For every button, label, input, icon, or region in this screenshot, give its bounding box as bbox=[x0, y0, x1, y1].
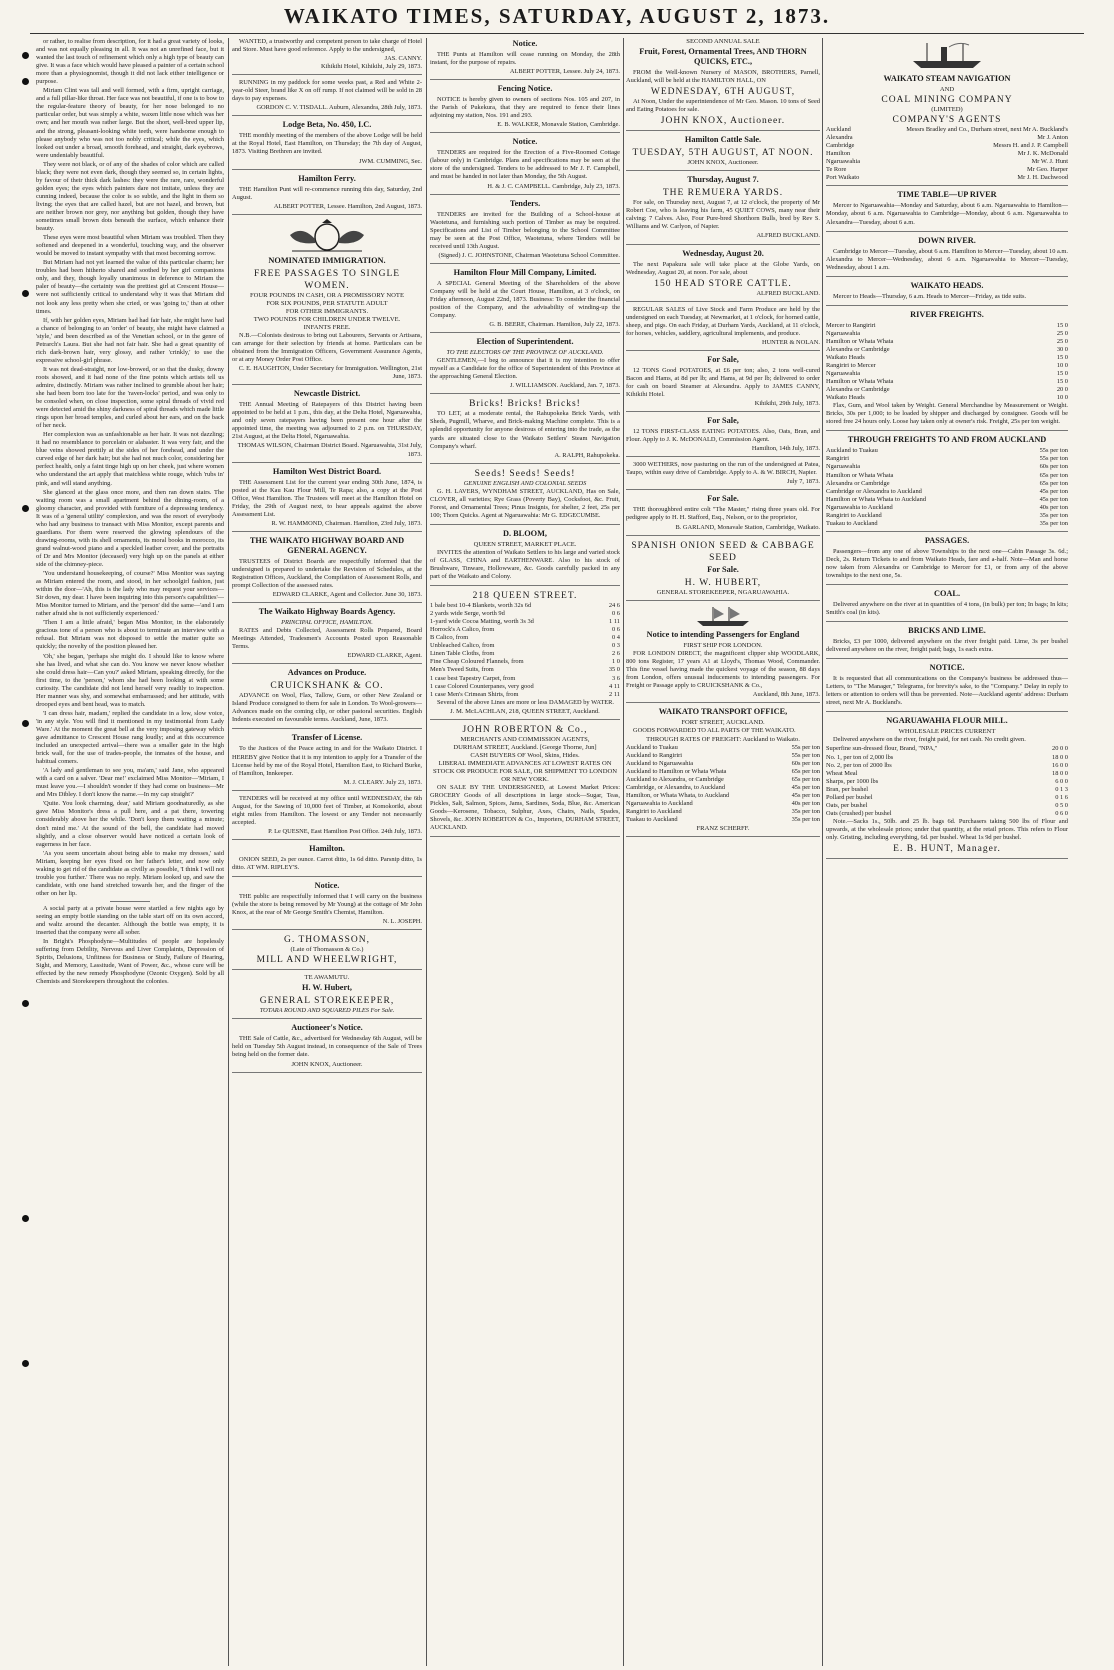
price-list-row-value: 24 6 bbox=[608, 602, 620, 610]
through-freight-row-value: 40s per ton bbox=[1039, 503, 1068, 511]
freight-rate-row-value: 65s per ton bbox=[791, 776, 820, 784]
agent-row bbox=[826, 134, 1068, 142]
mill-price-row bbox=[826, 778, 1068, 786]
freight-rate-row-value: 45s per ton bbox=[791, 792, 820, 800]
price-list-row bbox=[430, 602, 620, 610]
freight-rate-row-label: Tuakau to Auckland bbox=[626, 816, 678, 824]
price-list-row bbox=[430, 666, 620, 674]
price-list-row-value: 1 11 bbox=[609, 618, 620, 626]
agent-row-label: Cambridge bbox=[826, 142, 855, 150]
freight-rate-row-label: Rangiriri to Auckland bbox=[626, 808, 682, 816]
ad-newcastle: Newcastle District. THE Annual Meeting of Ratepayers of this District having been appointed to be held at 1 p.m., this day, at the Delta Hotel, Ngaruawahia, and only seven ratepayers having been present one hour after the appointed time, the meeting was adjourned to 2 p.m. on THURSDAY, 21st August, at the Delta Hotel, Ngaruawahia. THOMAS WILSON, Chairman District Board. Ngaruawahia, 31st July, 1873. bbox=[232, 389, 422, 462]
ad-for-sale-master: For Sale. THE thoroughbred entire colt "The Master," rising three years old. For pedigree apply to H. H. Stafford, Esq., Nelson, or to the proprietor, B. GARLAND, Monavale Station, Cambridge, Waikato. bbox=[626, 494, 820, 535]
river-freight-row-value: 15 0 bbox=[1056, 370, 1068, 378]
ad-hamilton-west: Hamilton West District Board. THE Assessment List for the current year ending 30th June, 1874, is posted at the Kau Kau Flour Mill, Te Rapa; also, a copy at the Post Office, West Hamilton. The Trustees will meet at the Hamilton Hotel on Friday, the 29th of August next, to hear appeals against the above Assessment List. R. W. HAMMOND, Chairman. Hamilton, 23rd July, 1873. bbox=[232, 467, 422, 532]
freight-rate-row-label: Ngaruawahia to Auckland bbox=[626, 800, 693, 808]
price-list-row-label: 1 bale best 10-4 Blankets, worth 32s 6d bbox=[430, 602, 532, 610]
story-paragraph: She glanced at the glass once more, and then ran down stairs. The waiting room was a small apartment behind the dining-room, of a gloomy character, and provided with furniture of a depressing tendency. It was of a 'general utility' complexion, and was the resort of everybody who had any business to transact with Miss Monitor, except parents and guardians. For them were reserved the glowing splendours of the drawing-rooms, with its shell ornaments, its moral books in morocco, its grand walnut-wood piano and a speckled leather cover, and the portraits of Dr and Mrs Monitor (deceased) very high up on the panels at either side of the chimney-piece. bbox=[36, 488, 224, 568]
ad-lodge: Lodge Beta, No. 450, I.C. THE monthly meeting of the members of the above Lodge will be held at the Royal Hotel, East Hamilton, on Thursday; the 7th day of August, 1873. Visiting Brethren are invited. JWM. CUMMING, Sec. bbox=[232, 120, 422, 169]
story-paragraph: 'A lady and gentleman to see you, ma'am,' said Jane, who appeared with a card on a salver. 'Dear me!' exclaimed Miss Monitor—'Miriam, I must leave you.—I shouldn't wonder if they had come on business—Mr and Mrs Dibley. I don't know the name.—In my cap straight?' bbox=[36, 767, 224, 799]
story-paragraph: If, with her golden eyes, Miriam had had fair hair, she might have had a chance of belonging to an 'order' of beauty, she might have claimed a 'style,' and been described as of the Venetian school, or in the genre of Petrarch's Laura. But she had not fair hair. She had a great quantity of rich dark-brown hair, very glossy, and rather 'crinkly,' to use the expressive school-girl phrase. bbox=[36, 316, 224, 364]
freight-rate-row-value: 35s per ton bbox=[791, 808, 820, 816]
ad-running: RUNNING in my paddock for some weeks past, a Red and White 2-year-old Steer, brand like X on off rump. If not claimed will be sold in 28 days to pay expenses. GORDON C. V. TISDALL. Auburn, Alexandra, 28th July, 1873. bbox=[232, 79, 422, 116]
mill-price-row bbox=[826, 745, 1068, 753]
ad-flour-mill-prices: NGARUAWAHIA FLOUR MILL. WHOLESALE PRICES CURRENT Delivered anywhere on the river, freight paid, for net cash. No credit given. Superfine sun-dressed flour, Brand, "NPA," 20 0 0 No. 1, per ton of 2,000 lbs 18 0 0 No. 2, per ton of 2000 lbs 16 0 0 Wheat Meal 18 0 0 Sharps, per 1000 lbs 6 0 0 Bran, per bushel 0 1 3 Pollard per bushel 0 1 6 Oats, per bushel 0 5 0 Oats (crushed) per bushel 0 6 0 Note.—Sacks 1s., 50lb. and 25 lb. bags 6d. Purchasers taking 500 lbs of Flour and upwards, at the wholesale prices; under that quantity, at the retail prices. This refers to Flour only. Gristing, including everything, 6d. per bushel. Wheat 1s 9d per bushel. E. B. HUNT, Manager. bbox=[826, 716, 1068, 859]
ad-through-freights: THROUGH FREIGHTS TO AND FROM AUCKLAND Auckland to Tuakau 55s per ton Rangiriri 55s per ton Ngaruawahia 60s per ton Hamilton or Whata Whata 65s per ton Alexandra or Cambridge 65s per ton Cambridge or Alexandra to Auckland 45s per ton Hamilton or Whata Whata to Auckland 45s per ton Ngaruawahia to Auckland 40s per ton Rangiriri to Auckland 35s per ton Tuakau to Auckland 35s per ton bbox=[826, 435, 1068, 531]
story-paragraph: But Miriam had not yet learned the value of this particular charm; her troubles had been hitherto shared and soothed by her girl companions only, and they, though loyally unanimous in deference to Miriam the paler of beauty—the certainty was the prettiest girl at Crescent House—were not sufficiently critical to understand why it was that Miriam did not look any less pretty when she cried, or was 'going to,' than at other times. bbox=[36, 259, 224, 315]
river-freight-row-label: Hamilton or Whata Whata bbox=[826, 378, 894, 386]
story-paragraph: 'I can dress hair, madam,' replied the candidate in a low, slow voice, 'in any style. You will find it mentioned in my testimonial from Lady Ware.' At the moment the great bell at the very imposing gateway which gave admittance to Crescent House rang loudly; and at this occurrence included an unexpected arrival—there was a smaller gate in the high brick wall, for the use of trades-people, the inmates of the house, and habitual comers. bbox=[36, 709, 224, 766]
story-paragraph: It was not dead-straight, nor low-browed, or so that the dusky, downy roots showed, and it had none of the fine points which artists tell us admire, distinctly. Miriam was rather inclined to grumble about her hair; she had been born too late for the 'raven-locks' period, and was only to be consoled when, on close inspection, some spiral threads of vivid red were detected amid the shiny darkness of spiral threads which made little rings upon her broad temples, and curled about her ears, and on the back of her neck. bbox=[36, 365, 224, 430]
agent-row bbox=[826, 166, 1068, 174]
agent-row-label: Auckland bbox=[826, 126, 851, 134]
through-freight-row-label: Rangiriri bbox=[826, 455, 850, 463]
freight-rate-row bbox=[626, 752, 820, 760]
river-freight-row-value: 15 0 bbox=[1056, 321, 1068, 329]
ship-icon bbox=[693, 605, 753, 627]
price-list-row-label: 1 case Colored Counterpanes, very good bbox=[430, 682, 534, 690]
ad-notice-room: Notice. TENDERS are required for the Erection of a Five-Roomed Cottage (labour only) in Cambridge. Plans and specifications may be seen at the store of the undersigned. Tenders to be addressed to Mr J. F. Campbell, and must be handed in not later than Monday, the 5th August. H. & J. C. CAMPBELL. Cambridge, July 23, 1873. bbox=[430, 137, 620, 194]
story-paragraph: These eyes were most beautiful when Miriam was troubled. Then they softened and deepened in a wonderful, touching way, and the observer would be moved to instant sympathy with that most becoming sorrow. bbox=[36, 234, 224, 258]
mill-price-row-label: Pollard per bushel bbox=[826, 793, 873, 801]
binding-hole bbox=[22, 1000, 29, 1007]
ad-remuera-yards: Thursday, August 7. THE REMUERA YARDS. For sale, on Thursday next, August 7, at 12 o'clock, the property of Mr Robert Coe, who is leaving his farm, 45 QUIET COWS, many near their calving; 7 Calves. Also, Four Pure-bred Shorthorn Bulls, bred by Rev S. Williams and W. Carlyon, of Napier. ALFRED BUCKLAND. bbox=[626, 175, 820, 244]
price-list-row-value: 0 6 bbox=[612, 610, 620, 618]
ad-for-sale-potatoes: For Sale, 12 TONS Good POTATOES, at £6 per ton; also, 2 tons well-cured Bacon and Hams, at 8d per lb; and Hams, at 9d per lb; delivered to order for cash on board Steamer at Alexandra. Apply to JAMES CANNY, Kihikihi Hotel. Kihikihi, 29th July, 1873. bbox=[626, 355, 820, 412]
binding-hole bbox=[22, 290, 29, 297]
price-list-row-label: 1 case best Tapestry Carpet, from bbox=[430, 674, 516, 682]
ad-transport-office: WAIKATO TRANSPORT OFFICE, FORT STREET, AUCKLAND. GOODS FORWARDED TO ALL PARTS OF THE WAIKATO. THROUGH RATES OF FREIGHT: Auckland to Waikato. Auckland to Tuakau 55s per ton Auckland to Rangiriri 55s per ton Auckland to Ngaruawahia 60s per ton Auckland to Hamilton or Whata Whata 65s per ton Auckland to Alexandra, or Cambridge 65s per ton Cambridge, or Alexandra, to Auckland 45s per ton Hamilton, or Whata Whata, to Auckland 45s per ton Ngaruawahia to Auckland 40s per ton Rangiriri to Auckland 35s per ton Tuakau to Auckland 35s per ton FRANZ SCHERFF. bbox=[626, 707, 820, 837]
ad-coal: COAL. Delivered anywhere on the river at in quantities of 4 tons, (in bulk) per ton; In bags; In kits; Smith's coal (in kits). bbox=[826, 589, 1068, 622]
mill-price-row-value: 6 0 0 bbox=[1055, 777, 1068, 785]
through-freight-row-label: Ngaruawahia bbox=[826, 463, 861, 471]
masthead-rule bbox=[30, 33, 1084, 34]
ad-steam-navigation: WAIKATO STEAM NAVIGATION AND COAL MINING COMPANY (LIMITED) COMPANY'S AGENTS Auckland Messrs Bradley and Co., Durham street, next Mr A. Buckland's Alexandra Mr J. Anton Cambridge Messrs H. and J. P. Campbell Hamilton Mr J. K. McDonald Ngaruawahia Mr W. J. Hunt Te Rore Mr Geo. Harper Port Waikato Mr J. H. Dachwood bbox=[826, 74, 1068, 186]
through-freight-row bbox=[826, 512, 1068, 520]
agent-row-label: Alexandra bbox=[826, 134, 853, 142]
ad-license: Transfer of License. To the Justices of the Peace acting in and for the Waikato District. I HEREBY give Notice that it is my intention to apply for a Transfer of the License held by me of the Royal Hotel, Hamilton East, to Richard Burke, of Hamilton, Innkeeper. M. J. CLEARY. July 23, 1873. bbox=[232, 733, 422, 790]
agent-row-value: Messrs H. and J. P. Campbell bbox=[993, 142, 1068, 150]
mill-price-row-value: 18 0 0 bbox=[1052, 753, 1068, 761]
royal-crest-icon bbox=[282, 219, 372, 253]
ad-spanish-onion: SPANISH ONION SEED & CABBAGE SEED For Sale. H. W. HUBERT, GENERAL STOREKEEPER, NGARUAWAHIA. bbox=[626, 540, 820, 601]
river-freight-row-label: Mercer to Rangiriri bbox=[826, 321, 876, 329]
river-freight-row-label: Hamilton or Whata Whata bbox=[826, 337, 894, 345]
story-paragraph: 'You understand housekeeping, of course?' Miss Monitor was saying as Miriam entered the room, and stood, in her schoolgirl fashion, just within the door—'Ah, this is the lady who may request your services—Sir down, my dear. I have been inquiring into this person's capabilities'—Miss Monitor turned to Miriam, and the 'person' did the same—'and I am rather afraid she is not sufficiently experienced.' bbox=[36, 570, 224, 618]
freight-rate-row-value: 60s per ton bbox=[791, 760, 820, 768]
price-list-row-label: Unbleached Calico, from bbox=[430, 642, 495, 650]
ad-auctioneer: Auctioneer's Notice. THE Sale of Cattle, &c., advertised for Wednesday 6th August, will be held on Tuesday 5th August instead, in consequence of the Sale of Trees being held on the former date. JOHN KNOX, Auctioneer. bbox=[232, 1023, 422, 1072]
price-list-row-value: 1 0 bbox=[612, 658, 620, 666]
ad-advances: Advances on Produce. CRUICKSHANK & CO. ADVANCE on Wool, Flax, Tallow, Gum, or other New Zealand or Island Produce consigned to them for sale in London. To Wool-growers—Advances made on the coming clip, or other pastoral securities. English Indents executed on favourable terms. Auckland, June, 1873. bbox=[232, 668, 422, 729]
through-freight-row-label: Tuakau to Auckland bbox=[826, 519, 878, 527]
price-list-row bbox=[430, 650, 620, 658]
price-list-row-value: 3 6 bbox=[612, 674, 620, 682]
freight-rate-row bbox=[626, 784, 820, 792]
ad-fruit-trees: SECOND ANNUAL SALE Fruit, Forest, Ornamental Trees, AND THORN QUICKS, ETC., FROM the Well-known Nursery of MASON, BROTHERS, Parnell, Auckland, will be held at the HAMILTON HALL, ON WEDNESDAY, 6TH AUGUST, At Noon, Under the superintendence of Mr Geo. Mason. 10 tons of Seed and Eating Potatoes for sale. JOHN KNOX, Auctioneer. bbox=[626, 38, 820, 131]
through-freight-row bbox=[826, 504, 1068, 512]
story-paragraph: 'As you seem uncertain about being able to make my dresses,' said Miriam, keeping her eyes fixed on her father's letter, and now only waking to get rid of the candidate as civilly as possible, 'I think I will not trouble you further.' There was no reply. Miriam looked up, and saw the candidate, with one hand stretched towards her, and the finger of the other on her lip. bbox=[36, 849, 224, 897]
through-freight-row-value: 65s per ton bbox=[1039, 471, 1068, 479]
river-freight-row bbox=[826, 370, 1068, 378]
column-two bbox=[232, 38, 422, 1666]
price-list-row-value: 0 6 bbox=[612, 626, 620, 634]
through-freight-row bbox=[826, 520, 1068, 528]
story-paragraph: 'Then I am a little afraid,' began Miss Monitor, in the elaborately gracious tone of a person who is about to terminate an interview with a refusal. But Miriam was not disposed to settle the matter quite so quickly; the novelty of the position pleased her. bbox=[36, 619, 224, 651]
river-freight-row bbox=[826, 322, 1068, 330]
river-freight-row bbox=[826, 330, 1068, 338]
ad-waikato-heads: WAIKATO HEADS. Mercer to Heads—Thursday, 6 a.m. Heads to Mercer—Friday, as tide suits. bbox=[826, 281, 1068, 306]
story-paragraph: Miriam Clint was tall and well formed, with a firm, upright carriage, and a full pillar-like throat. Her face was not beautiful, if one is to bow to the regular-feature theory of beauty, for her nose belonged to no particular order, but was simply a white, waxen little nose which was her own; and her mouth was rather large. But the short, well-bred upper lip, and the strong, pleasant-looking white teeth, were handsome enough to please anybody who was not too nobly critical; while the eyes, which looked out under a broad, smooth forehead, and straight, dark eyebrows, were undeniably beautiful. bbox=[36, 87, 224, 159]
freight-rate-row bbox=[626, 792, 820, 800]
mill-price-row bbox=[826, 786, 1068, 794]
freight-rate-row bbox=[626, 760, 820, 768]
through-freight-row-value: 65s per ton bbox=[1039, 479, 1068, 487]
ad-timetable-up: TIME TABLE—UP RIVER Mercer to Ngaruawahia—Monday and Saturday, about 6 a.m. Ngaruawahia to Hamilton—Monday, about 6 a.m. Ngaruawahia to Cambridge—Monday, about 6 a.m. Ngaruawahia to Alexandra—Tuesday, about 6 a.m. bbox=[826, 190, 1068, 231]
ad-regular-sales: REGULAR SALES of Live Stock and Farm Produce are held by the undersigned on each Tuesday, at Newmarket, at 1 o'clock, for horned cattle, sheep, and pigs. On each Friday, at Durham Yards, Auckland, at 11 o'clock, for horses, vehicles, saddlery, agricultural implements, and produce. HUNTER & NOLAN. bbox=[626, 306, 820, 351]
price-list-row-label: 1 case Men's Crimean Shirts, from bbox=[430, 690, 519, 698]
mill-price-row bbox=[826, 770, 1068, 778]
mill-price-row-value: 16 0 0 bbox=[1052, 761, 1068, 769]
freight-rate-row-label: Auckland to Tuakau bbox=[626, 744, 678, 752]
price-list-row bbox=[430, 634, 620, 642]
river-freight-row-label: Ngaruawahia bbox=[826, 329, 861, 337]
freight-rate-row-value: 55s per ton bbox=[791, 744, 820, 752]
through-freight-row bbox=[826, 488, 1068, 496]
river-freight-row-label: Waikato Heads bbox=[826, 353, 865, 361]
freight-rate-row-label: Auckland to Alexandra, or Cambridge bbox=[626, 776, 724, 784]
ad-cattle-sale: Hamilton Cattle Sale. TUESDAY, 5TH AUGUST, AT NOON. JOHN KNOX, Auctioneer. bbox=[626, 135, 820, 171]
river-freight-row-label: Rangiriri to Mercer bbox=[826, 361, 876, 369]
ad-ferry: Hamilton Ferry. THE Hamilton Punt will re-commence running this day, Saturday, 2nd August. ALBERT POTTER, Lessee. Hamilton, 2nd August, 1873. bbox=[232, 174, 422, 215]
through-freight-row-label: Hamilton or Whata Whata bbox=[826, 471, 894, 479]
ad-bloom: D. BLOOM, QUEEN STREET, MARKET PLACE. INVITES the attention of Waikato Settlers to his large and varied stock of GLASS, CHINA and EARTHENWARE. Also to his stock of Brushware, Tinware, Hollowware, &c. Goods carefully packed in any part of the Waikato and Colony. bbox=[430, 529, 620, 586]
agent-row-value: Messrs Bradley and Co., Durham street, next Mr A. Buckland's bbox=[906, 126, 1068, 134]
price-list-row-value: 2 6 bbox=[612, 650, 620, 658]
river-freight-row bbox=[826, 378, 1068, 386]
freight-rate-row-value: 40s per ton bbox=[791, 800, 820, 808]
agent-row bbox=[826, 174, 1068, 182]
mill-price-row-value: 0 1 3 bbox=[1055, 785, 1068, 793]
price-list-row-label: 2 yards wide Serge, worth 9d bbox=[430, 610, 505, 618]
ad-bricks-lime: BRICKS AND LIME. Bricks, £3 per 1000, delivered anywhere on the river freight paid. Lime, 3s per bushel delivered anywhere on the river, freight paid; bags, 1s each extra. bbox=[826, 626, 1068, 659]
ad-election: Election of Superintendent. TO THE ELECTORS OF THE PROVINCE OF AUCKLAND. GENTLEMEN,—I beg to announce that it is my intention to offer myself as a Candidate for the office of Superintendent of this Province at the approaching General Election. J. WILLIAMSON. Auckland, Jan. 7, 1873. bbox=[430, 337, 620, 394]
price-list-row-label: 1-yard wide Cocoa Matting, worth 3s 3d bbox=[430, 618, 534, 626]
through-freight-row-label: Cambridge or Alexandra to Auckland bbox=[826, 487, 922, 495]
through-freight-row bbox=[826, 472, 1068, 480]
agent-row-value: Mr J. H. Dachwood bbox=[1017, 174, 1068, 182]
ad-tenders-school: Tenders. TENDERS are invited for the Building of a School-house at Waotetuna, and furnishing such portion of Timber as may be required. Specifications and List of Timber belonging to the School Committee may be seen at the Post Office, Waotetuna, where Tenders will be received until 13th August. (Signed) J. C. JOHNSTONE, Chairman Waotetuna School Committee. bbox=[430, 199, 620, 264]
agent-row-value: Mr J. Anton bbox=[1037, 134, 1068, 142]
column-four bbox=[626, 38, 820, 1666]
mill-price-row-label: No. 1, per ton of 2,000 lbs bbox=[826, 753, 894, 761]
mill-price-row-value: 20 0 0 bbox=[1052, 745, 1068, 753]
binding-hole bbox=[22, 505, 29, 512]
ad-highway-agency: The Waikato Highway Boards Agency. PRINCIPAL OFFICE, HAMILTON. RATES and Debts Collected, Assessment Rolls Prepared, Board Meetings Attended, Tradesmen's Accounts Posted upon Reasonable Terms. EDWARD CLARKE, Agent. bbox=[232, 607, 422, 664]
freight-rate-row bbox=[626, 800, 820, 808]
story-paragraph: A social party at a private house were startled a few nights ago by seeing an empty bottle standing on the table start off on its own accord, and waltz around the decanter. Although the bottle was empty, it is inserted that the company were all sober. bbox=[36, 904, 224, 937]
freight-rate-row-value: 55s per ton bbox=[791, 752, 820, 760]
ad-notice-punts: Notice. THE Punts at Hamilton will cease running on Monday, the 28th instant, for the purpose of repairs. ALBERT POTTER, Lessee. July 24, 1873. bbox=[430, 39, 620, 80]
column-five bbox=[826, 38, 1068, 1666]
through-freight-row-value: 35s per ton bbox=[1039, 519, 1068, 527]
freight-rate-row-label: Cambridge, or Alexandra, to Auckland bbox=[626, 784, 726, 792]
mill-price-row-value: 0 6 0 bbox=[1055, 809, 1068, 817]
through-freight-row-value: 45s per ton bbox=[1039, 487, 1068, 495]
river-freight-row-value: 15 0 bbox=[1056, 353, 1068, 361]
mill-price-row bbox=[826, 810, 1068, 818]
mill-price-row-label: Sharps, per 1000 lbs bbox=[826, 777, 879, 785]
mill-price-row bbox=[826, 754, 1068, 762]
river-freight-row bbox=[826, 362, 1068, 370]
through-freight-row-value: 45s per ton bbox=[1039, 495, 1068, 503]
price-list-row-label: Fine Cheap Coloured Flannels, from bbox=[430, 658, 524, 666]
through-freight-row bbox=[826, 480, 1068, 488]
freight-rate-row-label: Auckland to Ngaruawahia bbox=[626, 760, 694, 768]
steamer-icon bbox=[907, 41, 987, 71]
mill-price-row-label: No. 2, per ton of 2000 lbs bbox=[826, 761, 892, 769]
through-freight-row bbox=[826, 463, 1068, 471]
river-freight-row-value: 25 0 bbox=[1056, 329, 1068, 337]
mill-price-row bbox=[826, 762, 1068, 770]
river-freight-row-value: 10 0 bbox=[1056, 361, 1068, 369]
through-freight-row-value: 35s per ton bbox=[1039, 511, 1068, 519]
freight-rate-row bbox=[626, 816, 820, 824]
river-freight-row bbox=[826, 394, 1068, 402]
price-list-row bbox=[430, 610, 620, 618]
freight-rate-row bbox=[626, 808, 820, 816]
price-list-row bbox=[430, 626, 620, 634]
ad-wednesday-aug20: Wednesday, August 20. The next Papakura sale will take place at the Globe Yards, on Wednesday, August 20, at noon. For sale, about 150 HEAD STORE CATTLE. ALFRED BUCKLAND. bbox=[626, 249, 820, 302]
freight-rate-row-label: Hamilton, or Whata Whata, to Auckland bbox=[626, 792, 730, 800]
binding-hole bbox=[22, 1215, 29, 1222]
mill-price-row bbox=[826, 802, 1068, 810]
price-list-row bbox=[430, 618, 620, 626]
price-list-row bbox=[430, 658, 620, 666]
mill-price-row-label: Superfine sun-dressed flour, Brand, "NPA," bbox=[826, 745, 938, 753]
agent-row-value: Mr Geo. Harper bbox=[1027, 166, 1068, 174]
through-freight-row-value: 55s per ton bbox=[1039, 447, 1068, 455]
river-freight-row bbox=[826, 386, 1068, 394]
freight-rate-row bbox=[626, 776, 820, 784]
ad-immigration: NOMINATED IMMIGRATION. FREE PASSAGES TO SINGLE WOMEN. FOUR POUNDS IN CASH, OR A PROMISSORY NOTE FOR SIX POUNDS, PER STATUTE ADULT FOR OTHER IMMIGRANTS. TWO POUNDS FOR CHILDREN UNDER TWELVE. INFANTS FREE. N.B.—Colonists desirous to bring out Labourers, Servants or Artisans, can arrange for their selection by friends at home. Particulars can be obtained from the Immigration Officers, Government Assurance Agents, or at any Money Order Post Office. C. E. HAUGHTON, Under Secretary for Immigration. Wellington, 21st June, 1873. bbox=[232, 219, 422, 386]
binding-hole bbox=[22, 78, 29, 85]
price-list-row-value: 0 4 bbox=[612, 634, 620, 642]
freight-rate-row-value: 45s per ton bbox=[791, 784, 820, 792]
river-freight-row-value: 10 0 bbox=[1056, 394, 1068, 402]
agent-row-label: Port Waikato bbox=[826, 174, 860, 182]
ad-notice-mill: NOTICE. It is requested that all communications on the Company's business be addressed thus—Letters, to "The Manager," Telegrams, for brevity's sake, to the "Company." Delay in reply to letters or attention to orders will thus be prevented. Note—Auckland agents' address: Durham street, next Mr A. Buckland's. bbox=[826, 663, 1068, 712]
ad-down-river: DOWN RIVER. Cambridge to Mercer—Tuesday, about 6 a.m. Hamilton to Mercer—Tuesday, about 10 a.m. Alexandra to Mercer—Wednesday, about 6 a.m. Ngaruawahia to Mercer—Tuesday, Wednesday, about 1 a.m. bbox=[826, 236, 1068, 277]
river-freight-row-label: Alexandra or Cambridge bbox=[826, 345, 890, 353]
mill-price-row-label: Wheat Meal bbox=[826, 769, 858, 777]
price-list-row-value: 0 3 bbox=[612, 642, 620, 650]
ad-for-sale-eating: For Sale, 12 TONS FIRST-CLASS EATING POTATOES. Also, Oats, Bran, and Flour. Apply to J. K. McDONALD, Commission Agent. Hamilton, 14th July, 1873. bbox=[626, 416, 820, 457]
agent-row-label: Te Rore bbox=[826, 166, 847, 174]
price-list-row-value: 2 11 bbox=[609, 690, 620, 698]
agent-row-value: Mr J. K. McDonald bbox=[1017, 150, 1068, 158]
through-freight-row-value: 60s per ton bbox=[1039, 463, 1068, 471]
through-freight-row-label: Auckland to Tuakau bbox=[826, 447, 878, 455]
ad-wethers: 3000 WETHERS, now pasturing on the run of the undersigned at Patea, Taupo, within easy drive of Cambridge. Apply to A. & W. BIRCH, Napier. July 7, 1873. bbox=[626, 461, 820, 490]
agent-row bbox=[826, 150, 1068, 158]
price-list-row bbox=[430, 691, 620, 699]
price-list-row-value: 35 0 bbox=[608, 666, 620, 674]
through-freight-row-value: 55s per ton bbox=[1039, 455, 1068, 463]
river-freight-row bbox=[826, 338, 1068, 346]
river-freight-row-label: Ngaruawahia bbox=[826, 370, 861, 378]
through-freight-row-label: Alexandra or Cambridge bbox=[826, 479, 890, 487]
ad-bricks: Bricks! Bricks! Bricks! TO LET, at a moderate rental, the Rahupokeka Brick Yards, with Sheds, Pugmill, Wharve, and Brick-making Machine complete. This is a splendid opportunity for anyone desirous of entering into the trade, as the yards are situated close to the Waikato Settlers' Steam Navigation Company's wharf. A. RALPH, Rahupokeka. bbox=[430, 398, 620, 463]
price-list-row bbox=[430, 642, 620, 650]
ad-hamilton-onion: Hamilton. ONION SEED, 2s per ounce. Carrot ditto, 1s 6d ditto. Parsnip ditto, 1s ditto. AT WM. RIPLEY'S. bbox=[232, 844, 422, 877]
river-freight-row bbox=[826, 354, 1068, 362]
through-freight-row-label: Rangiriri to Auckland bbox=[826, 511, 882, 519]
mill-price-row-value: 18 0 0 bbox=[1052, 769, 1068, 777]
river-freight-row-label: Waikato Heads bbox=[826, 394, 865, 402]
binding-hole bbox=[22, 1360, 29, 1367]
agent-row-label: Ngaruawahia bbox=[826, 158, 861, 166]
ad-seeds: Seeds! Seeds! Seeds! GENUINE ENGLISH AND COLONIAL SEEDS G. H. LAVERS, WYNDHAM STREET, AUCKLAND, Has on Sale, CLOVER, all varieties; Rye Grass (Poverty Bay), Cocksfoot, &c. Fruit, Forest, and Ornamental Trees; Pinus Insignis, for shelter, 2 feet, 25s per 100; Thorn Quicks. Agent at Ngaruawahia: Mr G. EDGECUMBE. bbox=[430, 468, 620, 525]
ad-218-queen-street: 218 QUEEN STREET. 1 bale best 10-4 Blankets, worth 32s 6d 24 6 2 yards wide Serge, worth 9d 0 6 1-yard wide Cocoa Matting, worth 3s 3d 1 11 Horrock's A Calico, from 0 6 B Calico, from 0 4 Unbleached Calico, from 0 3 Linen Table Cloths, from 2 6 Fine Cheap Coloured Flannels, from 1 0 Men's Tweed Suits, from 35 0 1 case best Tapestry Carpet, from 3 6 1 case Colored Counterpanes, very good 4 11 1 case Men's Crimean Shirts, from 2 11 Several of the above Lines are more or less DAMAGED by WATER. J. M. McLACHLAN, 218, QUEEN STREET, Auckland. bbox=[430, 590, 620, 720]
freight-rate-row-value: 35s per ton bbox=[791, 816, 820, 824]
agent-row bbox=[826, 158, 1068, 166]
through-freight-row-label: Ngaruawahia to Auckland bbox=[826, 503, 893, 511]
binding-hole bbox=[22, 720, 29, 727]
agent-row bbox=[826, 142, 1068, 150]
ad-joseph: Notice. THE public are respectfully informed that I will carry on the business (while the store is being removed by Mr Young) at the cottage of Mr John Knox, at the rear of Mr George Smith's Chemist, Hamilton. N. L. JOSEPH. bbox=[232, 881, 422, 930]
ad-roberton: JOHN ROBERTON & Co., MERCHANTS AND COMMISSION AGENTS, DURHAM STREET, Auckland. [George Thorne, Jun] CASH BUYERS OF Wool, Skins, Hides. LIBERAL IMMEDIATE ADVANCES AT LOWEST RATES ON STOCK OR PRODUCE FOR SALE, OR SHIPMENT TO LONDON OR NEW YORK. ON SALE BY THE UNDERSIGNED, at Lowest Market Prices: GROCERY Goods of all descriptions in large stock—Sugar, Teas, Pickles, Salt, Salmon, Spices, Jams, Sardines, Soda, Blue, &c. American Goods—Kerosene, Tobacco, Sulphur, Axes, Chairs, Nails, Spades, Shovels, &c. JOHN ROBERTON & Co., Importers, DURHAM STREET, AUCKLAND. bbox=[430, 724, 620, 838]
price-list-row-label: B Calico, from bbox=[430, 634, 469, 642]
price-list-row-label: Linen Table Cloths, from bbox=[430, 650, 495, 658]
river-freight-row-value: 20 0 bbox=[1056, 386, 1068, 394]
through-freight-row bbox=[826, 447, 1068, 455]
river-freight-row-label: Alexandra or Cambridge bbox=[826, 386, 890, 394]
through-freight-row bbox=[826, 496, 1068, 504]
story-paragraph: 'Oh,' she began, 'perhaps she might do. I should like to know where she has lived, and what she can do. You know we never know whether she could dress hair—Can you?' asked Miriam, speaking directly, for the first time, to the 'person,' whom she had been looking at with some curiosity. The candidate did not lend herself very readily to inspection. Her manner was shy, and somewhat embarrassed; and her attitude, with drooped eyes and bent head, was to match. bbox=[36, 652, 224, 708]
price-list-row bbox=[430, 675, 620, 683]
binding-hole bbox=[22, 52, 29, 59]
river-freight-row-value: 25 0 bbox=[1056, 337, 1068, 345]
ad-highway-board: THE WAIKATO HIGHWAY BOARD AND GENERAL AGENCY. TRUSTEES of District Boards are respectfully informed that the undersigned is prepared to undertake the Revision of Schedules, at the Registration Offices, Auckland, the Compilation of Assessment Rolls, and prompt Collection of the assessed rates. EDWARD CLARKE, Agent and Collector. June 30, 1873. bbox=[232, 536, 422, 603]
ad-hubert: TE AWAMUTU. H. W. Hubert, GENERAL STOREKEEPER, TOTARA ROUND AND SQUARED PILES For Sale. bbox=[232, 974, 422, 1019]
mill-price-row bbox=[826, 794, 1068, 802]
mill-price-row-label: Oats (crushed) per bushel bbox=[826, 809, 892, 817]
ad-thomasson: G. THOMASSON, (Late of Thomasson & Co.) MILL AND WHEELWRIGHT, bbox=[232, 934, 422, 970]
ad-fencing: Fencing Notice. NOTICE is hereby given to owners of sections Nos. 105 and 207, in the Parish of Pukekura, that they are required to fence their lines adjoining my station, Nos. 191 and 293. E. B. WALKER, Monavale Station, Cambridge. bbox=[430, 84, 620, 133]
freight-rate-row-label: Auckland to Rangiriri bbox=[626, 752, 683, 760]
agent-row bbox=[826, 126, 1068, 134]
price-list-row bbox=[430, 683, 620, 691]
freight-rate-row bbox=[626, 768, 820, 776]
agent-row-label: Hamilton bbox=[826, 150, 851, 158]
freight-rate-row-label: Auckland to Hamilton or Whata Whata bbox=[626, 768, 727, 776]
ad-tenders-sawing: TENDERS will be received at my office until WEDNESDAY, the 6th August, for the Sawing of 10,000 feet of Timber, at Komokoriki, about eight miles from Hamilton. The lowest or any Tender not necessarily accepted. P. Le QUESNE, East Hamilton Post Office. 24th July, 1873. bbox=[232, 795, 422, 840]
river-freight-row-value: 15 0 bbox=[1056, 378, 1068, 386]
freight-rate-row-value: 65s per ton bbox=[791, 768, 820, 776]
freight-rate-row bbox=[626, 744, 820, 752]
story-paragraph: They were not black, or of any of the shades of color which are called black; they were not even dark, though they seemed so, in certain lights, by favour of their thick dark lashes: they were the rare, rare, wonderful golden eyes; the eyes which painters dare not imitate, unless they are cunning indeed, because the color is so subtle, and the light in them so living; the eyes that are called hazel, but are not hazel, and brown, but are neither brown nor grey, nor anything but golden, though they have sometimes small brown dots beneath the surface, which enhance their beauty. bbox=[36, 160, 224, 233]
column-story bbox=[36, 38, 224, 1666]
river-freight-row-value: 30 0 bbox=[1056, 345, 1068, 353]
through-freight-row bbox=[826, 455, 1068, 463]
ad-wanted: WANTED, a trustworthy and competent person to take charge of Hotel and Store. Must have good reference. Apply to the undersigned, JAS. CANNY. Kihikihi Hotel, Kihikihi, July 29, 1873. bbox=[232, 38, 422, 75]
river-freight-row bbox=[826, 346, 1068, 354]
story-paragraph: Her complexion was as unfashionable as her hair. It was not dazzling; it had no resemblance to porcelain or alabaster. It was very fair, and the blue veins showed prettily at the sides of her forehead, and under the curved edge of her dark hair; but she had not much color, considering her perfect health, only a faint tinge high up on her cheek, just where women who understand the art apply that matchless white rouge, which 'rubs in' pink, and will stand anything. bbox=[36, 431, 224, 487]
ad-passengers-england: Notice to intending Passengers for England FIRST SHIP FOR LONDON. FOR LONDON DIRECT, the magnificent clipper ship WOODLARK, 800 tons Register, 17 years A1 at Lloyd's, Thomas Wood, Commander. This fine vessel having made the quickest voyage of the season, 88 days from London, offers unusual inducements to intending passengers. For Freight or Passage apply to CRUICKSHANK & Co., Auckland, 8th June, 1873. bbox=[626, 605, 820, 703]
through-freight-row-label: Hamilton or Whata Whata to Auckland bbox=[826, 495, 927, 503]
story-paragraph: or rather, to realise from description, for it had a great variety of looks, and was not equally pleasing in all. It was not an unrefined face, but it wanted the last touch of refinement which only a high type of beauty can give. It was a face which would have pleased a painter of a certain school more than a physiognomist, though it did not lack either intelligence or purpose. bbox=[36, 38, 224, 86]
story-paragraph: 'Quite. You look charming, dear,' said Miriam goodnaturedly, as she gave Miss Monitor's dress a pull here, and a pat there, towering considerably above her the while. 'Don't keep them waiting a minute; don't mind me.' At the sound of the bell, the candidate had moved slightly, and a close observer would have noticed a certain look of eagerness in her face. bbox=[36, 800, 224, 848]
mill-price-row-label: Oats, per bushel bbox=[826, 801, 868, 809]
price-list-row-label: Men's Tweed Suits, from bbox=[430, 666, 494, 674]
ad-passages: PASSAGES. Passengers—from any one of above Townships to the next one—Cabin Passage 3s. 6d.; Deck, 2s. Return Tickets to and from Waikato Heads, fare and a-half. Note—Man and horse now taken from Alexandra or Cambridge to Mercer for £1, or from any of the above townships to the next one, 5s. bbox=[826, 536, 1068, 585]
mill-price-row-label: Bran, per bushel bbox=[826, 785, 869, 793]
price-list-row-value: 4 11 bbox=[609, 682, 620, 690]
price-list-row-label: Horrock's A Calico, from bbox=[430, 626, 495, 634]
story-paragraph: In Bright's Phosphodyne—Multitudes of people are hopelessly suffering from Debility, Nervous and Liver Complaints, Depression of Spirits, Delusions, Unfitness for Business or Study, Failure of Hearing, Sight, and Memory, Lassitude, Want of Power, &c., whose cure will be effected by the new remedy Phosphodyne (Ozonic Oxygen). Sold by all Chemists and Storekeepers throughout the colonies. bbox=[36, 938, 224, 986]
masthead: WAIKATO TIMES, SATURDAY, AUGUST 2, 1873. bbox=[283, 4, 831, 28]
agent-row-value: Mr W. J. Hunt bbox=[1031, 158, 1068, 166]
mill-price-row-value: 0 1 6 bbox=[1055, 793, 1068, 801]
ad-flour-mill: Hamilton Flour Mill Company, Limited. A SPECIAL General Meeting of the Shareholders of the above Company will be held at the Court House, Hamilton, at 3 o'clock, on Friday afternoon, August 22nd, 1873. Business: To consider the financial position of the Company, and the advisability of winding-up the Company. G. B. BEERE, Chairman. Hamilton, July 22, 1873. bbox=[430, 268, 620, 333]
mill-price-row-value: 0 5 0 bbox=[1055, 801, 1068, 809]
ad-river-freights: RIVER FREIGHTS. Mercer to Rangiriri 15 0 Ngaruawahia 25 0 Hamilton or Whata Whata 25 0 Alexandra or Cambridge 30 0 Waikato Heads 15 0 Rangiriri to Mercer 10 0 Ngaruawahia 15 0 Hamilton or Whata Whata 15 0 Alexandra or Cambridge 20 0 Waikato Heads 10 0 Flax, Gum, and Wool taken by Weight. General Merchandise by Measurement or Weight. Bricks, 30s per 1,000; to be loaded by shipper and discharged by consignee. Goods will be stored free 24 hours only. Loose hay taken only at owner's risk. Freight, 25s per ton weight. bbox=[826, 310, 1068, 432]
column-three bbox=[430, 38, 620, 1666]
